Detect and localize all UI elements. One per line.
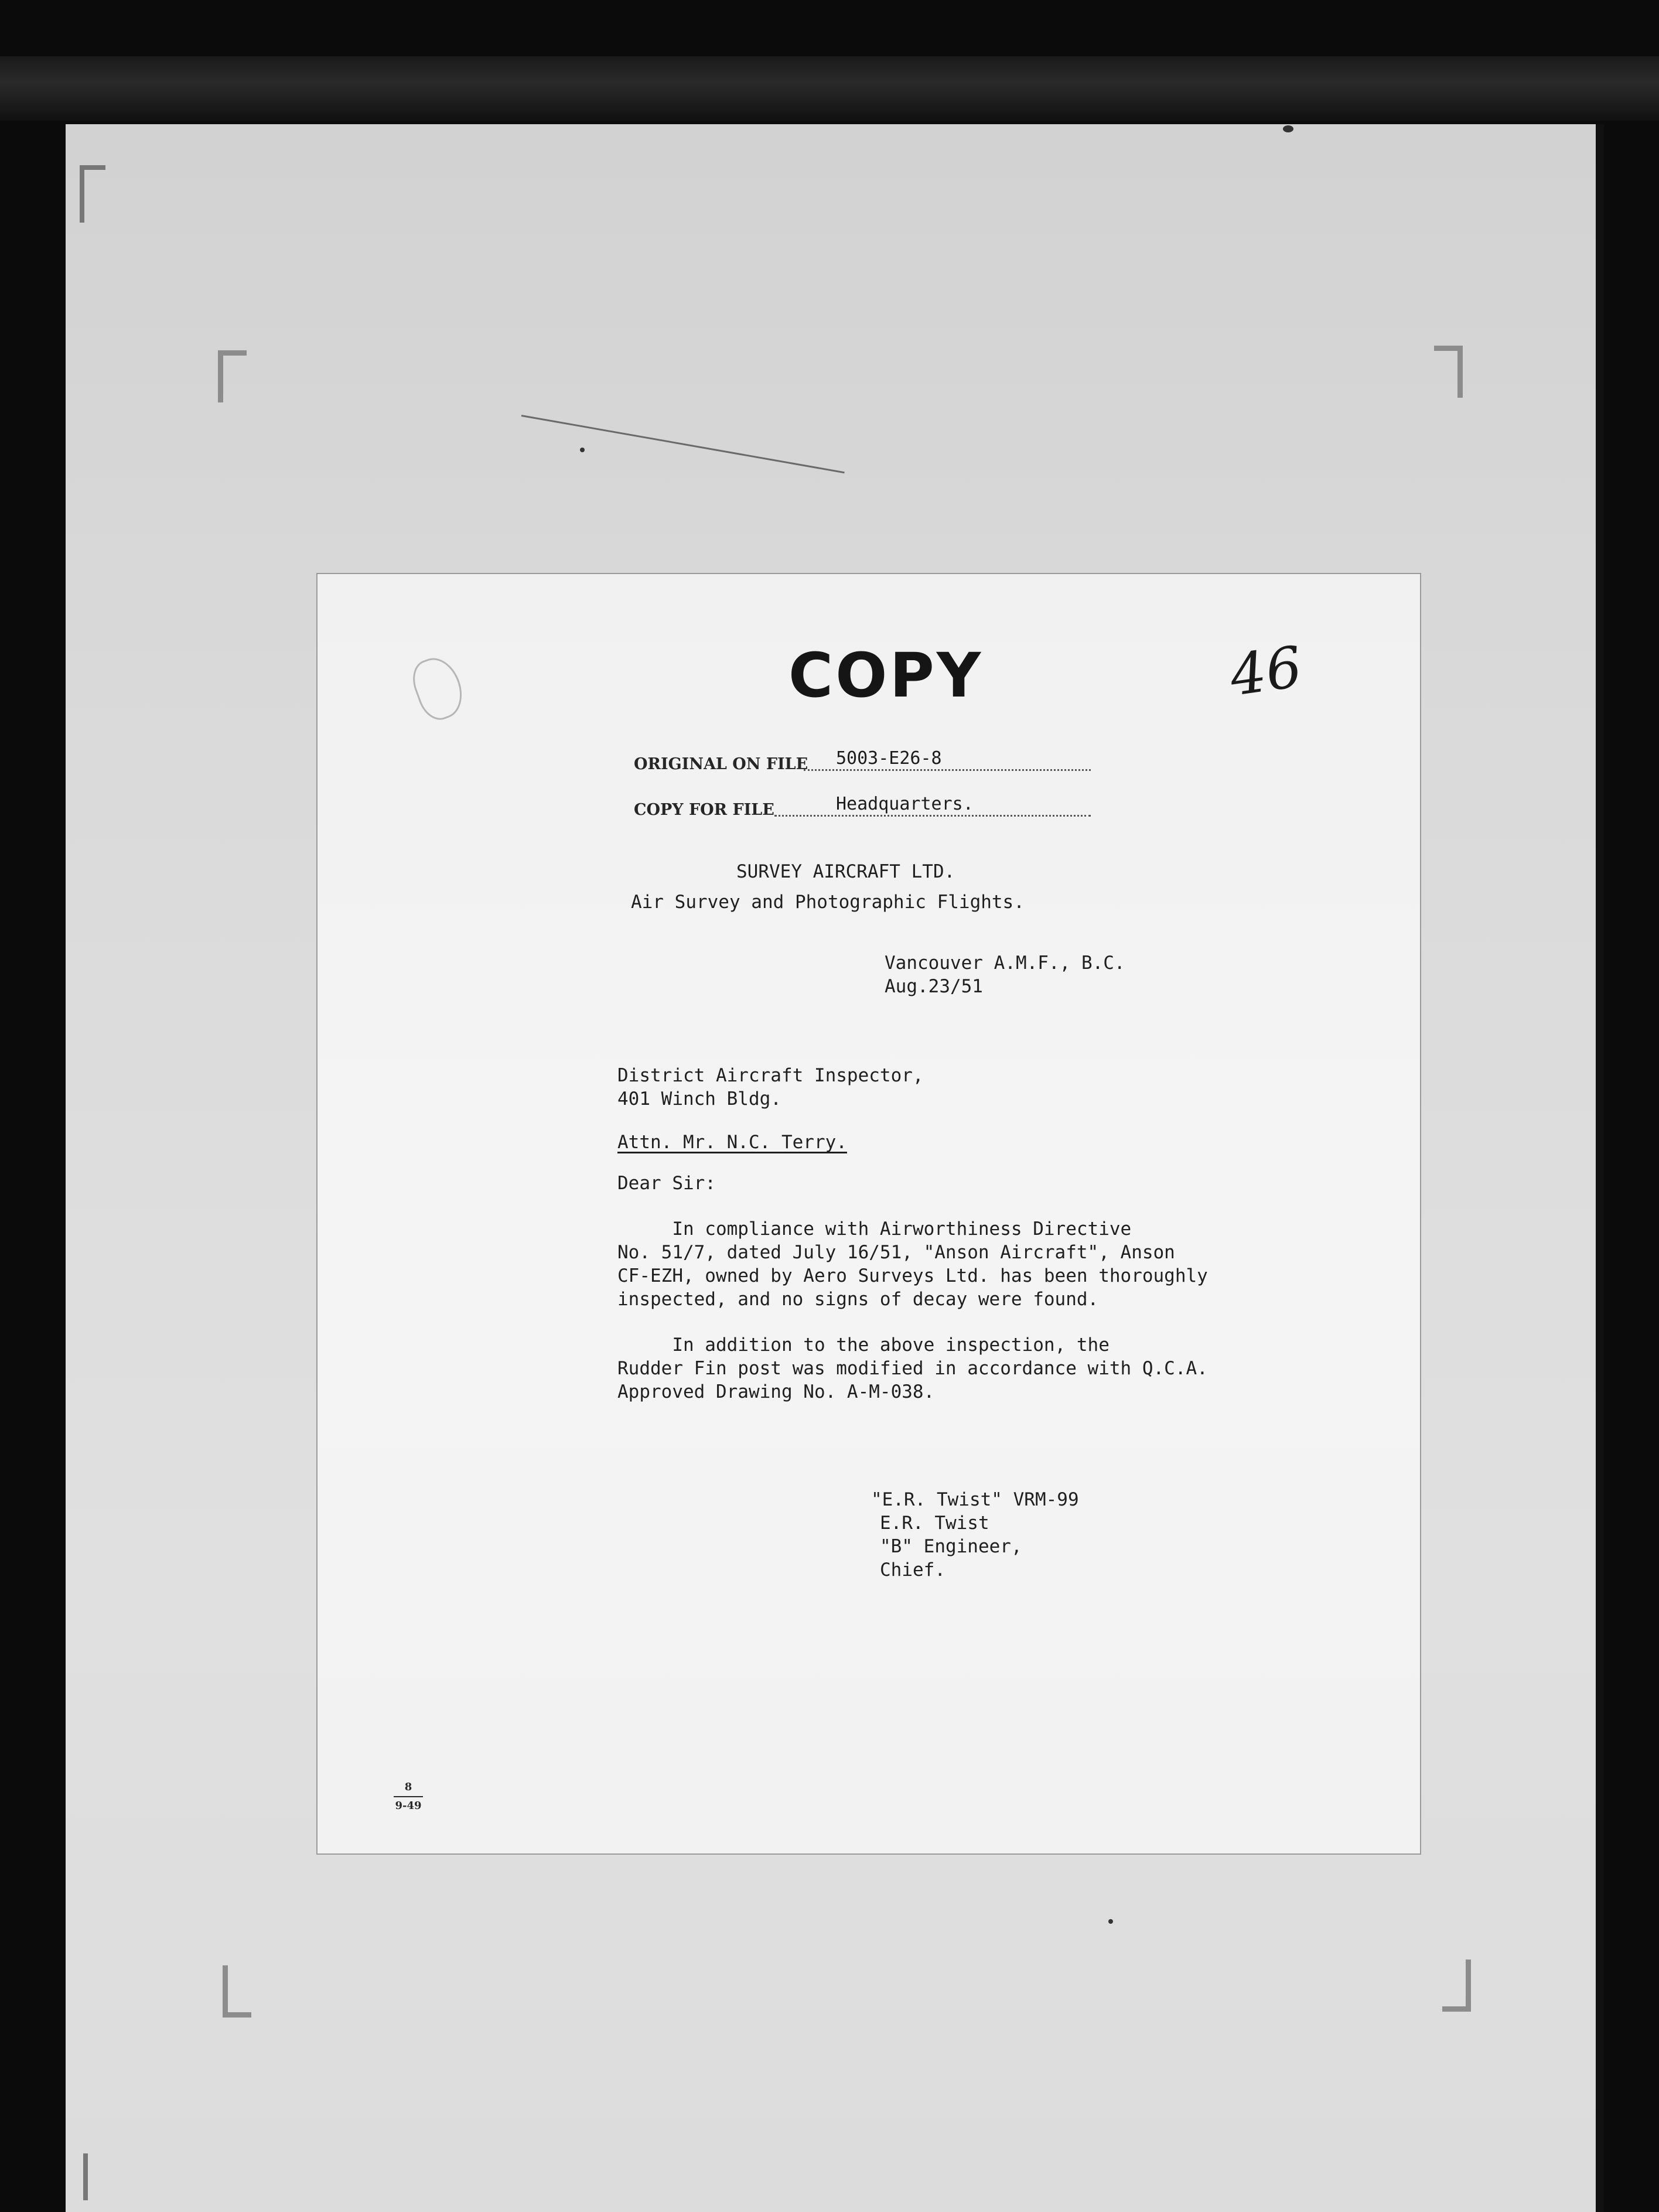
- crop-mark-bottom-right: [1442, 1960, 1471, 2012]
- dust-speck: [580, 448, 585, 452]
- signature-line: E.R. Twist: [880, 1513, 989, 1534]
- scan-top-edge: [0, 56, 1659, 121]
- dust-speck: [1283, 125, 1293, 132]
- body-line: inspected, and no signs of decay were found.: [617, 1289, 1099, 1310]
- body-line: Rudder Fin post was modified in accordance with Q.C.A.: [617, 1358, 1208, 1379]
- dateline-date: Aug.23/51: [885, 976, 983, 997]
- copy-stamp: COPY: [788, 640, 984, 711]
- original-on-file-row: [634, 744, 1407, 773]
- dust-speck: [1108, 1919, 1113, 1924]
- copy-sheet: [318, 574, 1420, 1853]
- copy-for-file-row: [634, 790, 1407, 819]
- copy-for-file-line: [774, 815, 1091, 817]
- copy-for-file-label: COPY FOR FILE: [634, 801, 774, 819]
- recipient-line-2: 401 Winch Bldg.: [617, 1088, 781, 1110]
- form-code-date: 9-49: [395, 1800, 422, 1812]
- form-code: [394, 1781, 423, 1812]
- crop-mark-bottom-left: [223, 1965, 251, 2018]
- signature-line: "E.R. Twist" VRM-99: [871, 1489, 1079, 1510]
- original-on-file-value: 5003-E26-8: [836, 748, 942, 769]
- body-line: In addition to the above inspection, the: [617, 1334, 1110, 1356]
- body-line: In compliance with Airworthiness Directive: [617, 1218, 1132, 1240]
- crop-mark-top-left: [218, 350, 247, 402]
- attention-line: Attn. Mr. N.C. Terry.: [617, 1132, 847, 1153]
- letterhead-company: SURVEY AIRCRAFT LTD.: [736, 861, 955, 882]
- smudge-mark: [407, 651, 470, 725]
- signature-line: "B" Engineer,: [880, 1536, 1022, 1557]
- copy-for-file-value: Headquarters.: [836, 794, 974, 814]
- body-line: Approved Drawing No. A-M-038.: [617, 1381, 935, 1402]
- form-code-number: 8: [394, 1781, 423, 1797]
- body-line: CF-EZH, owned by Aero Surveys Ltd. has been thoroughly: [617, 1265, 1208, 1286]
- crop-mark-outer-bottom-left: [83, 2153, 94, 2200]
- salutation: Dear Sir:: [617, 1173, 716, 1194]
- dateline-place: Vancouver A.M.F., B.C.: [885, 953, 1125, 974]
- original-on-file-label: ORIGINAL ON FILE: [634, 755, 808, 773]
- body-line: No. 51/7, dated July 16/51, "Anson Aircraft", Anson: [617, 1242, 1175, 1263]
- recipient-line-1: District Aircraft Inspector,: [617, 1065, 924, 1086]
- crop-mark-outer-top-left: [80, 165, 105, 223]
- original-on-file-line: [804, 769, 1091, 771]
- crop-mark-top-right: [1434, 346, 1463, 398]
- handwritten-page-number: 46: [1226, 634, 1306, 709]
- signature-line: Chief.: [880, 1559, 945, 1581]
- letterhead-tagline: Air Survey and Photographic Flights.: [631, 892, 1025, 913]
